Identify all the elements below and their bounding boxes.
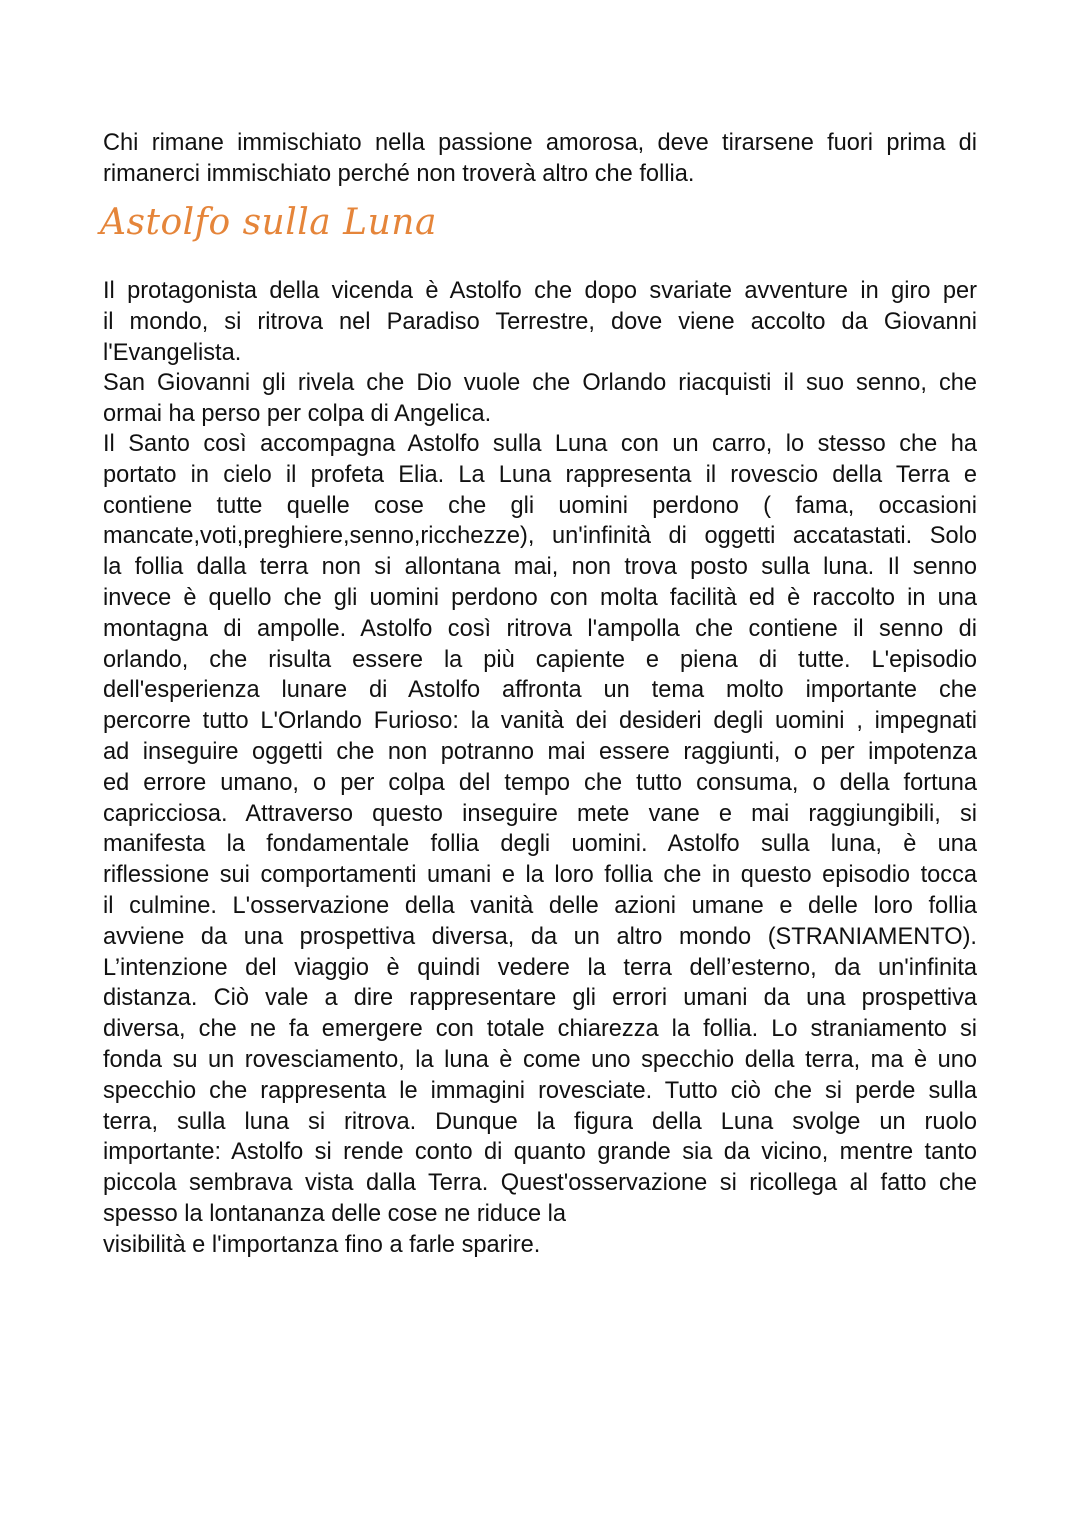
section-heading: Astolfo sulla Luna: [100, 202, 437, 243]
text-line: il mondo, si ritrova nel Paradiso Terrestre, dove viene accolto da Giovanni: [103, 308, 977, 335]
text-line: avviene da una prospettiva diversa, da un altro mondo (STRANIAMENTO).: [103, 923, 977, 950]
text-line: montagna di ampolle. Astolfo così ritrova l'ampolla che contiene il senno di: [103, 615, 977, 642]
text-line: distanza. Ciò vale a dire rappresentare gli errori umani da una prospettiva: [103, 985, 977, 1012]
text-line: fonda su un rovesciamento, la luna è come uno specchio della terra, ma è uno: [103, 1046, 977, 1073]
text-line: diversa, che ne fa emergere con totale chiarezza la follia. Lo straniamento si: [103, 1016, 977, 1043]
text-line: rimanerci immischiato perché non troverà altro che follia.: [103, 160, 695, 187]
text-line: Chi rimane immischiato nella passione amorosa, deve tirarsene fuori prima di: [103, 130, 977, 156]
text-line: dell'esperienza lunare di Astolfo affronta un tema molto importante che: [103, 677, 977, 704]
text-line: portato in cielo il profeta Elia. La Luna rappresenta il rovescio della Terra e: [103, 461, 977, 488]
text-line: invece è quello che gli uomini perdono con molta facilità ed è raccolto in una: [103, 584, 977, 611]
paragraph-luna: [103, 429, 977, 1261]
text-line: terra, sulla luna si ritrova. Dunque la figura della Luna svolge un ruolo: [103, 1108, 977, 1135]
text-line: specchio che rappresenta le immagini rovesciate. Tutto ciò che si perde sulla: [103, 1077, 977, 1104]
text-line: Il protagonista della vicenda è Astolfo che dopo svariate avventure in giro per: [103, 278, 977, 304]
text-line: San Giovanni gli rivela che Dio vuole che Orlando riacquisti il suo senno, che: [103, 370, 977, 396]
text-line: importante: Astolfo si rende conto di quanto grande sia da vicino, mentre tanto: [103, 1139, 977, 1166]
intro-paragraph: [103, 128, 977, 190]
text-line: contiene tutte quelle cose che gli uomini perdono ( fama, occasioni: [103, 492, 977, 519]
paragraph-protagonist: [103, 276, 977, 368]
paragraph-san-giovanni: [103, 368, 977, 430]
text-line: ormai ha perso per colpa di Angelica.: [103, 400, 492, 427]
text-line: percorre tutto L'Orlando Furioso: la vanità dei desideri degli uomini , impegnati: [103, 708, 977, 735]
text-line: capricciosa. Attraverso questo inseguire mete vane e mai raggiungibili, si: [103, 800, 977, 827]
text-line: spesso la lontananza delle cose ne riduce la: [103, 1200, 567, 1227]
text-line: piccola sembrava vista dalla Terra. Quest'osservazione si ricollega al fatto che: [103, 1170, 977, 1197]
text-line: l'Evangelista.: [103, 339, 242, 366]
text-line: la follia dalla terra non si allontana mai, non trova posto sulla luna. Il senno: [103, 554, 977, 581]
text-line: Il Santo così accompagna Astolfo sulla Luna con un carro, lo stesso che ha: [103, 431, 977, 457]
text-line: visibilità e l'importanza fino a farle sparire.: [103, 1231, 541, 1258]
text-line: manifesta la fondamentale follia degli uomini. Astolfo sulla luna, è una: [103, 831, 977, 858]
text-line: riflessione sui comportamenti umani e la loro follia che in questo episodio tocca: [103, 862, 977, 889]
text-line: il culmine. L'osservazione della vanità delle azioni umane e delle loro follia: [103, 892, 977, 919]
text-line: L’intenzione del viaggio è quindi vedere la terra dell’esterno, da un'infinita: [103, 954, 977, 981]
text-line: ad inseguire oggetti che non potranno mai essere raggiunti, o per impotenza: [103, 738, 977, 765]
text-line: mancate,voti,preghiere,senno,ricchezze), un'infinità di oggetti accatastati. Solo: [103, 523, 977, 550]
text-line: orlando, che risulta essere la più capiente e piena di tutte. L'episodio: [103, 646, 977, 673]
text-line: ed errore umano, o per colpa del tempo che tutto consuma, o della fortuna: [103, 769, 977, 796]
